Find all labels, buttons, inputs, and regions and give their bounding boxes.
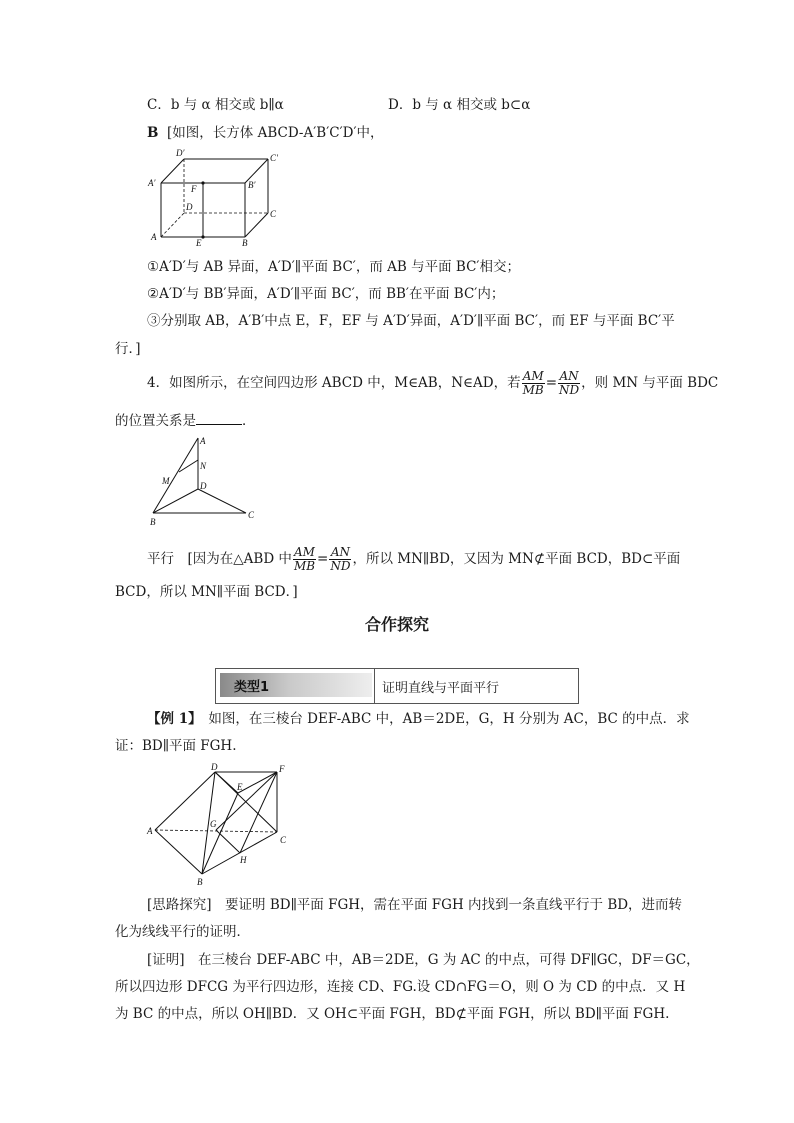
frac-num: AM [294, 545, 315, 559]
q4-eq: = [545, 375, 558, 391]
answer-blank [196, 412, 242, 425]
frac-den: MB [293, 559, 316, 573]
label-D: D [211, 762, 218, 772]
proof-line-1: [证明] 在三棱台 DEF-ABC 中，AB＝2DE，G 为 AC 的中点，可得 DF∥GC，DF＝GC， [147, 952, 700, 968]
q4-line2-end: ． [242, 413, 256, 429]
q3-answer-line [147, 124, 384, 142]
label-D1: D′ [176, 148, 185, 158]
label-H: H [240, 855, 247, 865]
q4-line-2 [115, 412, 256, 430]
q4-fraction-left [522, 370, 545, 397]
label-C: C [248, 510, 255, 520]
frac-num: AM [522, 369, 544, 383]
q4-answer-fraction-right [329, 546, 351, 573]
type-description: 证明直线与平面平行 [382, 681, 500, 696]
example1-line-2: 证：BD∥平面 FGH. [115, 738, 237, 754]
q4-question [147, 370, 718, 397]
label-B: B [197, 877, 203, 887]
label-A: A [151, 232, 157, 242]
idea-line-1: [思路探究] 要证明 BD∥平面 FGH，需在平面 FGH 内找到一条直线平行于 BD，进而转 [147, 897, 683, 913]
label-F: F [279, 764, 285, 774]
q4-answer-fraction-left [293, 546, 316, 573]
label-D: D [186, 202, 193, 212]
q4-answer [147, 546, 680, 573]
label-N: N [200, 461, 207, 471]
label-C: C [270, 209, 277, 219]
label-B: B [150, 517, 156, 527]
q4-answer-eq: = [317, 551, 329, 567]
frac-num: AN [559, 369, 579, 383]
cuboid-figure [140, 146, 290, 250]
example1-label: 【例 1】 [147, 711, 195, 727]
frac-num: AN [330, 545, 350, 559]
label-G: G [210, 819, 217, 829]
q4-answer-post: ，所以 MN∥BD，又因为 MN⊄平面 BCD，BD⊂平面 [352, 551, 681, 567]
q3-line-1: ①A′D′与 AB 异面，A′D′∥平面 BC′，而 AB 与平面 BC′相交； [147, 259, 520, 275]
label-C: C [280, 835, 287, 845]
example1-line-1 [147, 710, 690, 728]
frac-den: ND [559, 383, 580, 397]
frac-den: ND [330, 559, 351, 573]
label-C1: C′ [270, 153, 278, 163]
q4-pre: 4．如图所示，在空间四边形 ABCD 中，M∈AB，N∈AD，若 [147, 375, 521, 391]
q3-line-2: ②A′D′与 BB′异面，A′D′∥平面 BC′，而 BB′在平面 BC′内； [147, 286, 505, 302]
q3-intro: [如图，长方体 ABCD-A′B′C′D′中， [167, 125, 384, 141]
q4-line2-text: 的位置关系是 [115, 413, 196, 429]
label-E: E [196, 238, 202, 248]
label-D: D [200, 481, 207, 491]
label-A: A [200, 436, 206, 446]
q3-line-4: 行．] [115, 341, 141, 357]
idea-line-2: 化为线线平行的证明． [115, 924, 250, 940]
option-c: C．b 与 α 相交或 b∥α [147, 97, 284, 113]
label-B1: B′ [248, 180, 256, 190]
type-tag-label: 类型1 [234, 680, 270, 695]
q3-answer-letter: B [147, 125, 159, 141]
proof-line-3: 为 BC 的中点，所以 OH∥BD．又 OH⊂平面 FGH，BD⊄平面 FGH，所以 BD∥平面 FGH. [115, 1006, 670, 1022]
q3-line-3: ③分别取 AB，A′B′中点 E，F，EF 与 A′D′异面，A′D′∥平面 BC′，而 EF 与平面 BC′平 [147, 313, 675, 329]
quadrilateral-figure [140, 432, 270, 532]
example1-text: 如图，在三棱台 DEF-ABC 中，AB＝2DE，G，H 分别为 AC，BC 的中点．求 [194, 711, 690, 727]
q4-answer-line-2: BCD，所以 MN∥平面 BCD．] [115, 584, 298, 600]
section-title: 合作探究 [364, 615, 429, 634]
label-A1: A′ [148, 178, 156, 188]
frac-den: MB [522, 383, 544, 397]
label-F: F [191, 184, 197, 194]
label-B: B [242, 238, 248, 248]
q4-post: ，则 MN 与平面 BDC [581, 375, 719, 391]
frustum-figure [145, 760, 295, 890]
option-d: D．b 与 α 相交或 b⊂α [388, 97, 531, 113]
proof-line-2: 所以四边形 DFCG 为平行四边形，连接 CD、FG.设 CD∩FG＝O，则 O 为 CD 的中点．又 H [115, 979, 686, 995]
label-M: M [162, 476, 170, 486]
q4-answer-pre: 平行 [因为在△ABD 中 [147, 551, 292, 567]
q4-fraction-right [558, 370, 580, 397]
type-box [215, 668, 579, 704]
label-A: A [147, 826, 153, 836]
label-E: E [237, 782, 243, 792]
type-tag [220, 673, 372, 697]
type-divider [374, 669, 375, 703]
